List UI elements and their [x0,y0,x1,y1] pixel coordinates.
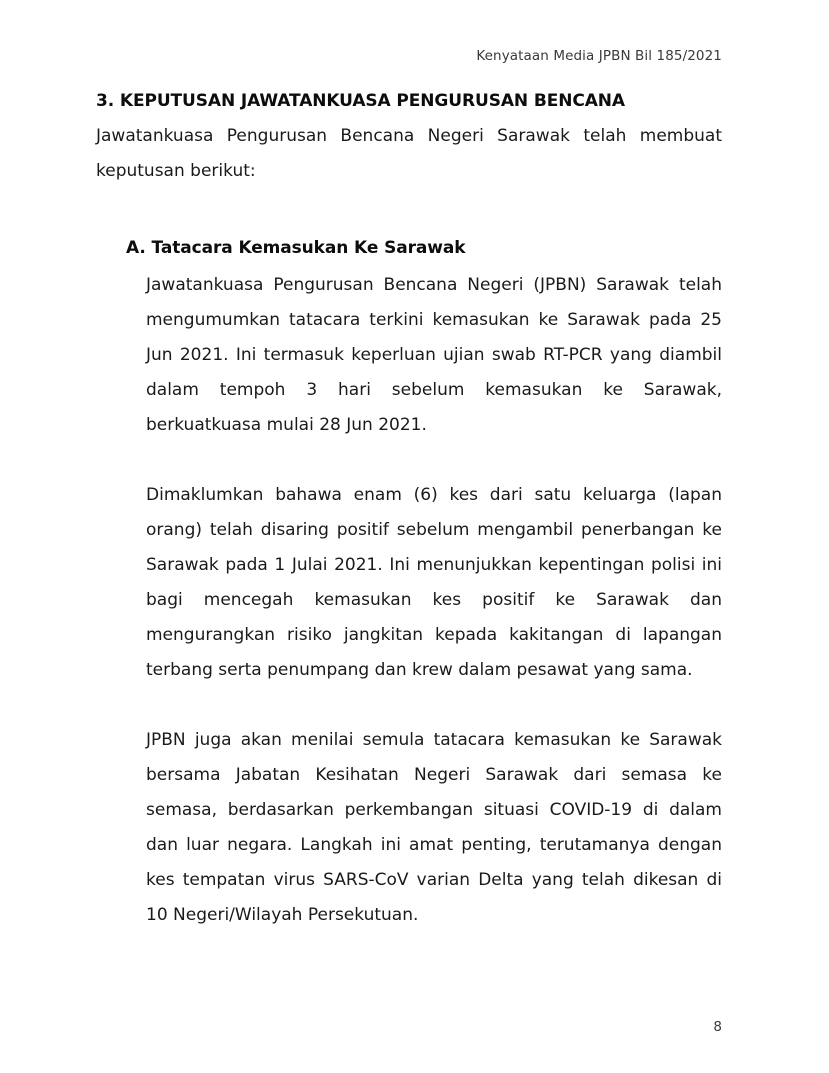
subsection-a-body [126,268,722,933]
subsection-a-paragraph-2: Dimaklumkan bahawa enam (6) kes dari satu keluarga (lapan orang) telah disaring positif sebelum mengambil penerbangan ke Sarawak pada 1 Julai 2021. Ini menunjukkan kepentingan polisi ini bagi mencegah kemasukan kes positif ke Sarawak dan mengurangkan risiko jangkitan kepada kakitangan di lapangan terbang serta penumpang dan krew dalam pesawat yang sama. [146,484,722,680]
subsection-a-heading: A. Tatacara Kemasukan Ke Sarawak [126,237,466,258]
document-running-header: Kenyataan Media JPBN Bil 185/2021 [476,48,722,64]
section-lead-paragraph: Jawatankuasa Pengurusan Bencana Negeri Sarawak telah membuat keputusan berikut: [96,125,722,181]
subsection-a-paragraph-3: JPBN juga akan menilai semula tatacara kemasukan ke Sarawak bersama Jabatan Kesihatan Negeri Sarawak dari semasa ke semasa, berdasarkan perkembangan situasi COVID-19 di dalam dan luar negara. Langkah ini amat penting, terutamanya dengan kes tempatan virus SARS-CoV varian Delta yang telah dikesan di 10 Negeri/Wilayah Persekutuan. [146,729,722,925]
subsection-a [96,237,722,933]
page-number: 8 [713,1019,722,1035]
document-body [96,90,722,933]
subsection-a-paragraph-1: Jawatankuasa Pengurusan Bencana Negeri (JPBN) Sarawak telah mengumumkan tatacara terkini kemasukan ke Sarawak pada 25 Jun 2021. Ini termasuk keperluan ujian swab RT-PCR yang diambil dalam tempoh 3 hari sebelum kemasukan ke Sarawak, berkuatkuasa mulai 28 Jun 2021. [146,274,722,435]
section-heading-3: 3. KEPUTUSAN JAWATANKUASA PENGURUSAN BENCANA [96,91,625,111]
